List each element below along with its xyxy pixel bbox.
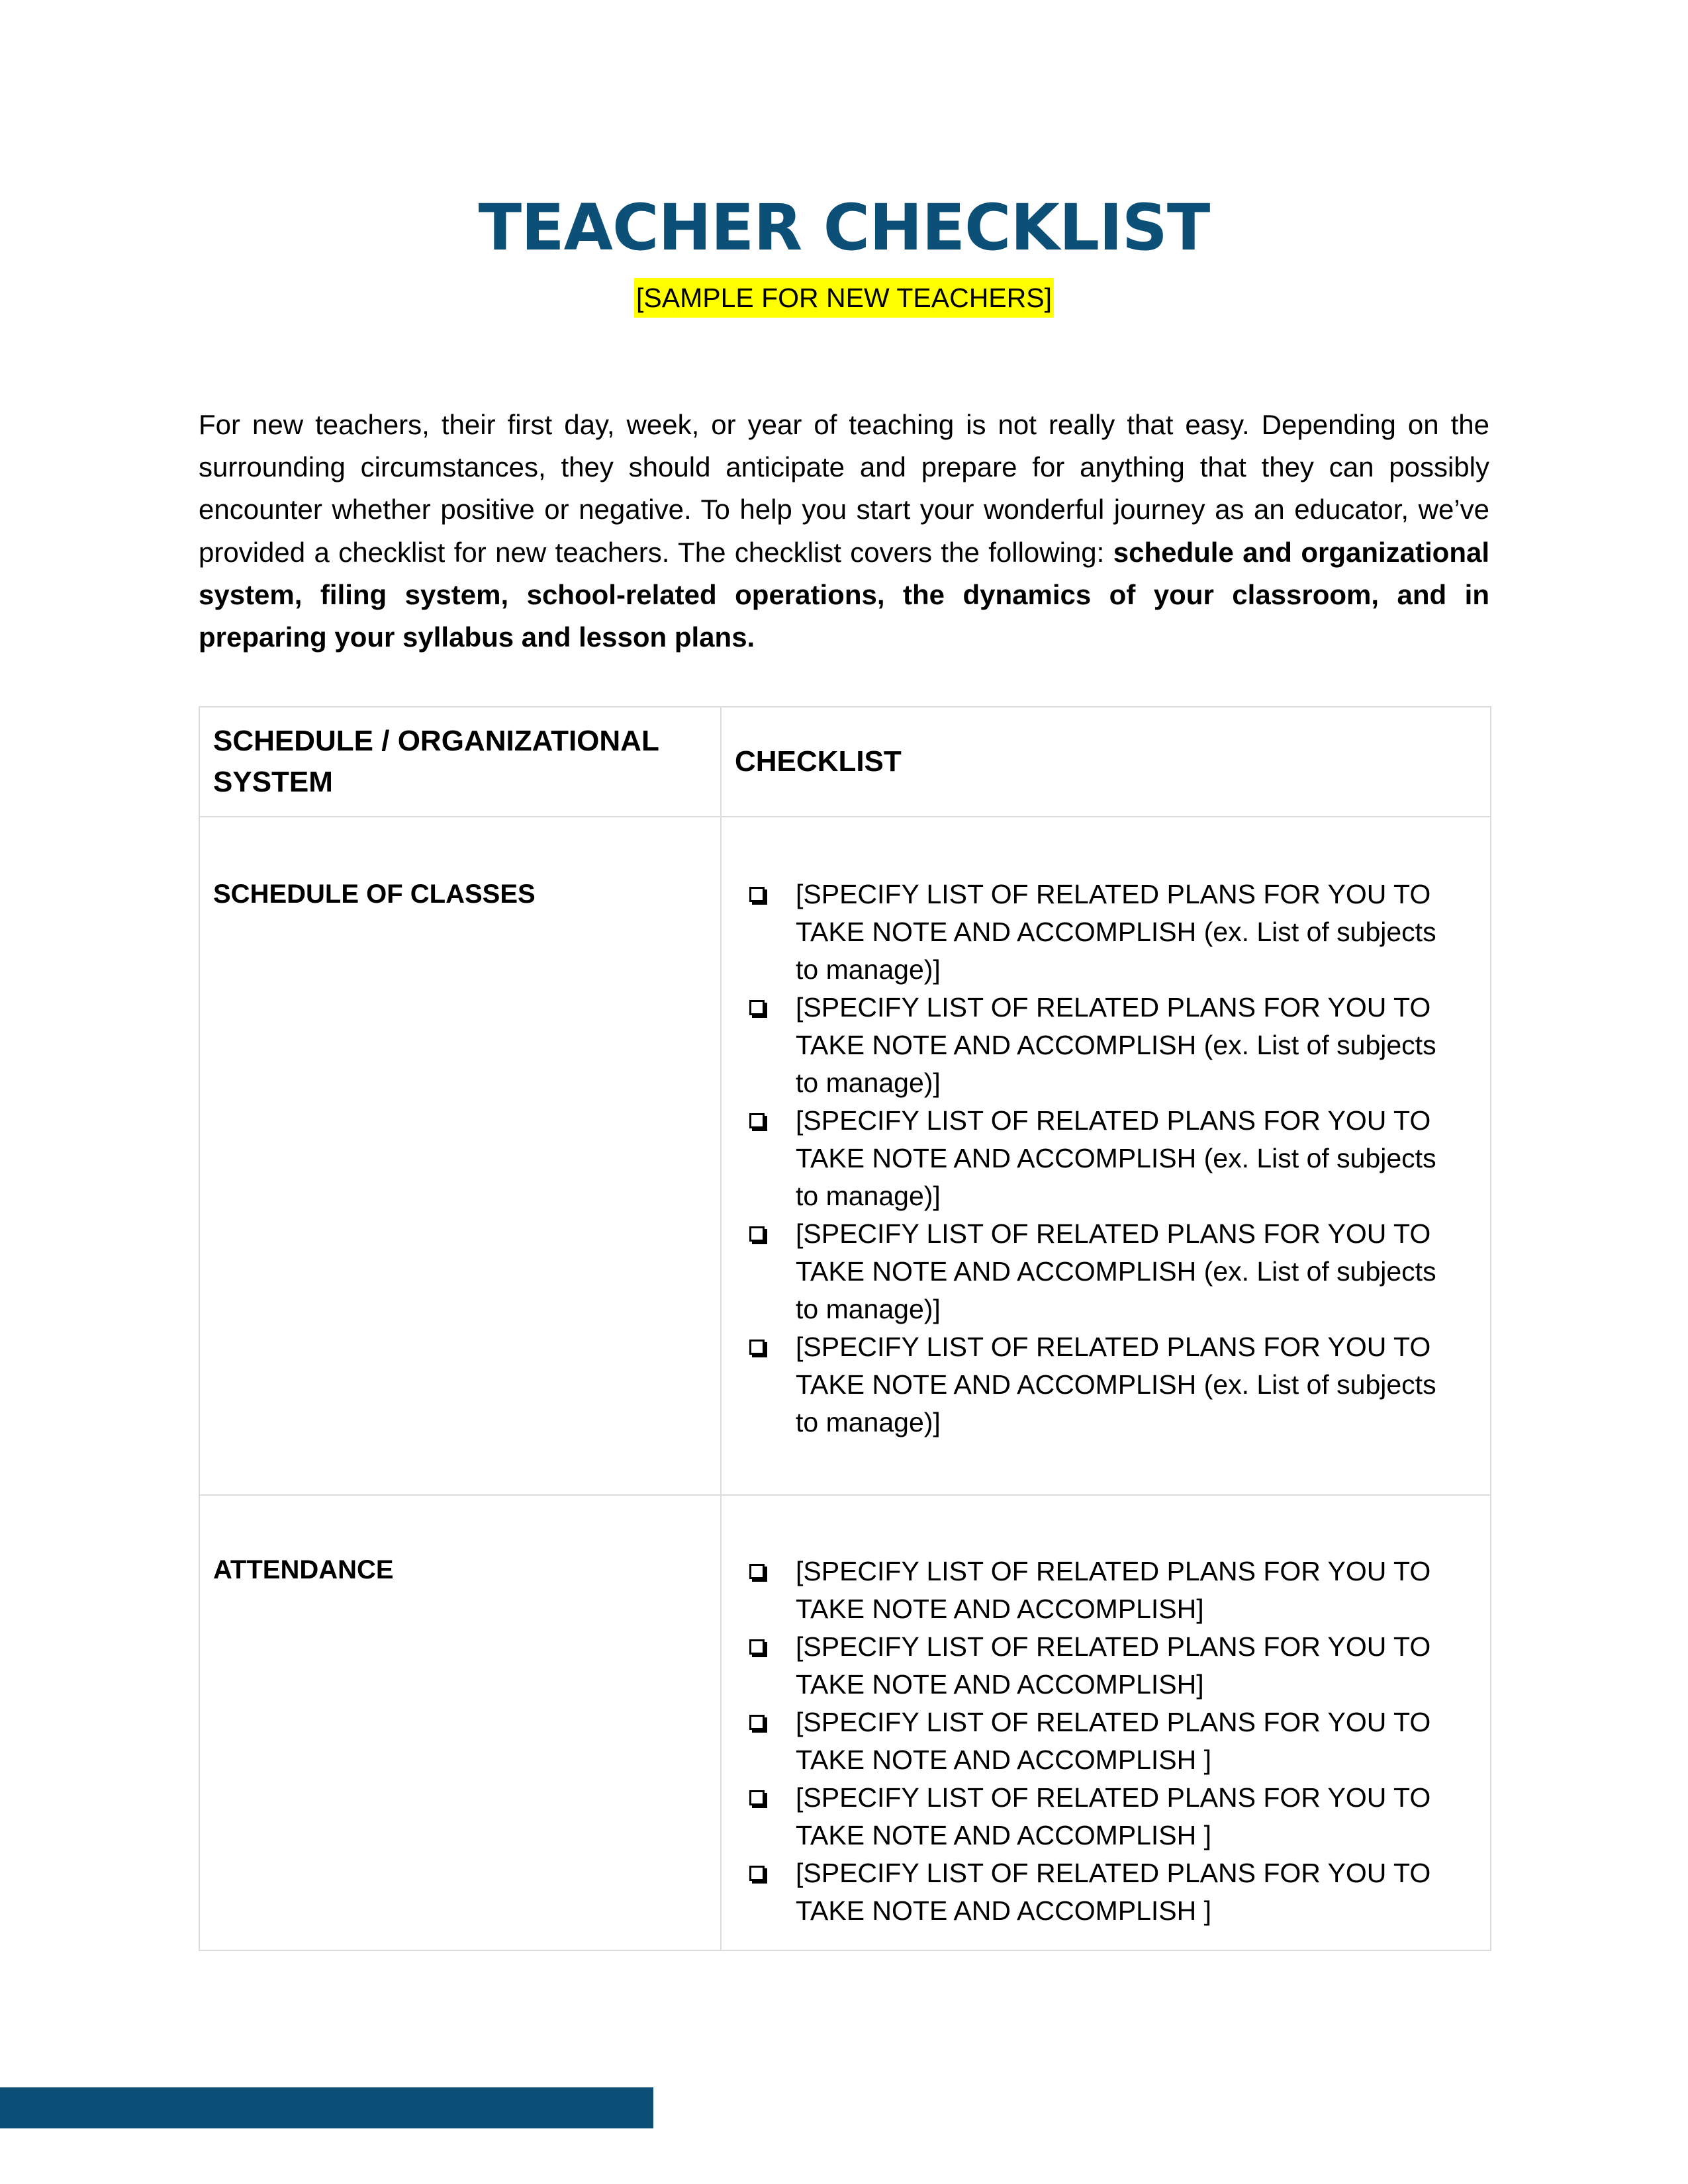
checklist-table bbox=[199, 706, 1491, 1951]
checkbox-icon[interactable] bbox=[749, 887, 765, 902]
intro-bold-text: schedule and organizational system, filing system, school-related operations, the dynamics of your classroom, and in preparing your syllabus and lesson plans. bbox=[199, 536, 1490, 653]
checklist-item[interactable] bbox=[747, 1628, 1450, 1704]
checklist-item[interactable] bbox=[747, 1553, 1450, 1628]
checklist-items bbox=[722, 876, 1490, 1441]
checklist-cell bbox=[721, 1495, 1491, 1950]
checklist-items bbox=[722, 1553, 1490, 1930]
checkbox-icon[interactable] bbox=[749, 1639, 765, 1655]
checklist-item-text: [SPECIFY LIST OF RELATED PLANS FOR YOU TO TAKE NOTE AND ACCOMPLISH ] bbox=[796, 1707, 1431, 1775]
checklist-item-text: [SPECIFY LIST OF RELATED PLANS FOR YOU TO TAKE NOTE AND ACCOMPLISH (ex. List of subjects to manage)] bbox=[796, 1218, 1436, 1324]
checkbox-icon[interactable] bbox=[749, 1113, 765, 1128]
header-checklist: CHECKLIST bbox=[721, 707, 1491, 817]
checklist-item-text: [SPECIFY LIST OF RELATED PLANS FOR YOU TO TAKE NOTE AND ACCOMPLISH] bbox=[796, 1631, 1431, 1700]
checklist-item-text: [SPECIFY LIST OF RELATED PLANS FOR YOU TO TAKE NOTE AND ACCOMPLISH (ex. List of subjects to manage)] bbox=[796, 1332, 1436, 1437]
section-label-schedule-of-classes: SCHEDULE OF CLASSES bbox=[213, 880, 536, 909]
table-header-row bbox=[199, 707, 1491, 817]
category-cell bbox=[199, 817, 721, 1495]
checklist-item-text: [SPECIFY LIST OF RELATED PLANS FOR YOU TO TAKE NOTE AND ACCOMPLISH (ex. List of subjects to manage)] bbox=[796, 992, 1436, 1098]
checklist-item[interactable] bbox=[747, 1854, 1450, 1930]
checklist-item[interactable] bbox=[747, 1779, 1450, 1854]
checklist-item-text: [SPECIFY LIST OF RELATED PLANS FOR YOU TO TAKE NOTE AND ACCOMPLISH] bbox=[796, 1556, 1431, 1624]
subtitle-container bbox=[0, 278, 1688, 318]
checkbox-icon[interactable] bbox=[749, 1866, 765, 1881]
section-label-attendance: ATTENDANCE bbox=[213, 1555, 394, 1584]
page-title: TEACHER CHECKLIST bbox=[478, 191, 1210, 265]
category-cell bbox=[199, 1495, 721, 1950]
intro-paragraph bbox=[199, 404, 1489, 659]
checkbox-icon[interactable] bbox=[749, 1715, 765, 1730]
header-category: SCHEDULE / ORGANIZATIONAL SYSTEM bbox=[199, 707, 721, 817]
checklist-item-text: [SPECIFY LIST OF RELATED PLANS FOR YOU TO TAKE NOTE AND ACCOMPLISH (ex. List of subjects to manage)] bbox=[796, 879, 1436, 985]
footer-accent-bar bbox=[0, 2087, 653, 2128]
checkbox-icon[interactable] bbox=[749, 1000, 765, 1015]
checkbox-icon[interactable] bbox=[749, 1340, 765, 1355]
table-row bbox=[199, 817, 1491, 1495]
checkbox-icon[interactable] bbox=[749, 1790, 765, 1805]
checklist-item-text: [SPECIFY LIST OF RELATED PLANS FOR YOU TO TAKE NOTE AND ACCOMPLISH ] bbox=[796, 1782, 1431, 1850]
checkbox-icon[interactable] bbox=[749, 1226, 765, 1242]
checklist-item[interactable] bbox=[747, 1328, 1450, 1441]
subtitle-highlight: [SAMPLE FOR NEW TEACHERS] bbox=[634, 278, 1054, 318]
checklist-item[interactable] bbox=[747, 876, 1450, 989]
checklist-item[interactable] bbox=[747, 1102, 1450, 1215]
intro-text: For new teachers, their first day, week, or year of teaching is not really that easy. Depending on the surrounding circumstances, they should anticipate and prepare for anything that they can possibly encounter whether positive or negative. To help you start your wonderful journey as an educator, we’ve provided a checklist for new teachers. The checklist covers the following: bbox=[199, 409, 1489, 568]
checklist-item[interactable] bbox=[747, 989, 1450, 1102]
checklist-item-text: [SPECIFY LIST OF RELATED PLANS FOR YOU TO TAKE NOTE AND ACCOMPLISH (ex. List of subjects to manage)] bbox=[796, 1105, 1436, 1211]
checklist-cell bbox=[721, 817, 1491, 1495]
checklist-item[interactable] bbox=[747, 1704, 1450, 1779]
checklist-item[interactable] bbox=[747, 1215, 1450, 1328]
checkbox-icon[interactable] bbox=[749, 1564, 765, 1579]
checklist-item-text: [SPECIFY LIST OF RELATED PLANS FOR YOU TO TAKE NOTE AND ACCOMPLISH ] bbox=[796, 1858, 1431, 1926]
table-row bbox=[199, 1495, 1491, 1950]
